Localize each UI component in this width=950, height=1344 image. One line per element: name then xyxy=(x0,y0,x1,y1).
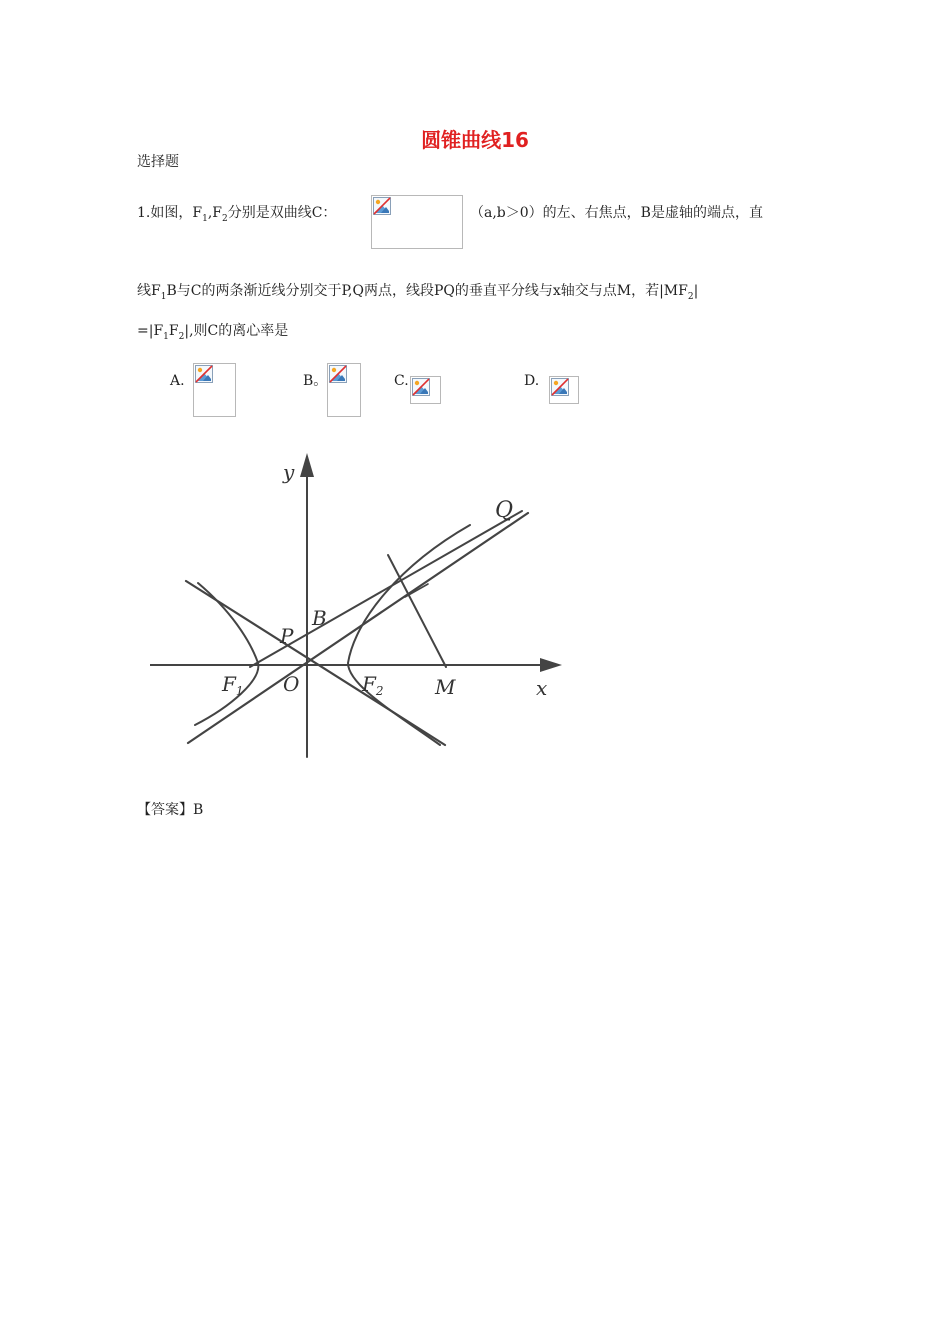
label-f1: $F_1$ xyxy=(222,672,244,698)
hyperbola-figure xyxy=(150,445,570,765)
question-line-1: 1.如图，$F_1,F_2$分别是双曲线C： xyxy=(137,205,337,224)
option-d-image xyxy=(549,376,579,404)
question-condition: （a,b＞0）的左、右焦点，B是虚轴的端点，直 xyxy=(470,205,763,221)
broken-image-icon xyxy=(373,197,391,215)
broken-image-icon xyxy=(412,378,430,396)
option-b-label: B。 xyxy=(303,373,328,389)
option-a-label: A. xyxy=(170,373,185,389)
page-title: 圆锥曲线16 xyxy=(421,128,529,152)
hyperbola-equation-image xyxy=(371,195,463,249)
label-x: x xyxy=(536,676,548,700)
option-c-label: C. xyxy=(394,373,409,389)
broken-image-icon xyxy=(195,365,213,383)
label-q: Q xyxy=(495,498,514,523)
section-heading: 选择题 xyxy=(137,154,179,170)
label-p: P xyxy=(280,624,294,648)
option-c-image xyxy=(410,376,441,404)
answer xyxy=(137,800,203,820)
option-b-image xyxy=(327,363,361,417)
answer-value: B xyxy=(193,802,204,818)
y-axis-arrow xyxy=(300,453,314,477)
question-line-3: $=|F_1F_2|$,则C的离心率是 xyxy=(137,323,289,342)
hyperbola-left-branch xyxy=(195,583,258,725)
hyperbola-right-branch xyxy=(348,525,470,745)
answer-label: 【答案】 xyxy=(137,802,193,818)
broken-image-icon xyxy=(329,365,347,383)
label-o: O xyxy=(283,672,300,696)
midpoint-mark xyxy=(405,584,428,597)
option-a-image xyxy=(193,363,236,417)
label-f2: $F_2$ xyxy=(362,672,384,698)
label-y: y xyxy=(283,460,295,484)
label-b: B xyxy=(312,606,327,630)
option-d-label: D. xyxy=(524,373,540,389)
label-m: M xyxy=(435,675,456,699)
question-line-2: 线$F_1B$与C的两条渐近线分别交于P,Q两点，线段PQ的垂直平分线与x轴交与点M，若$|MF_2|$ xyxy=(137,283,699,302)
x-axis-arrow xyxy=(540,658,562,672)
broken-image-icon xyxy=(551,378,569,396)
